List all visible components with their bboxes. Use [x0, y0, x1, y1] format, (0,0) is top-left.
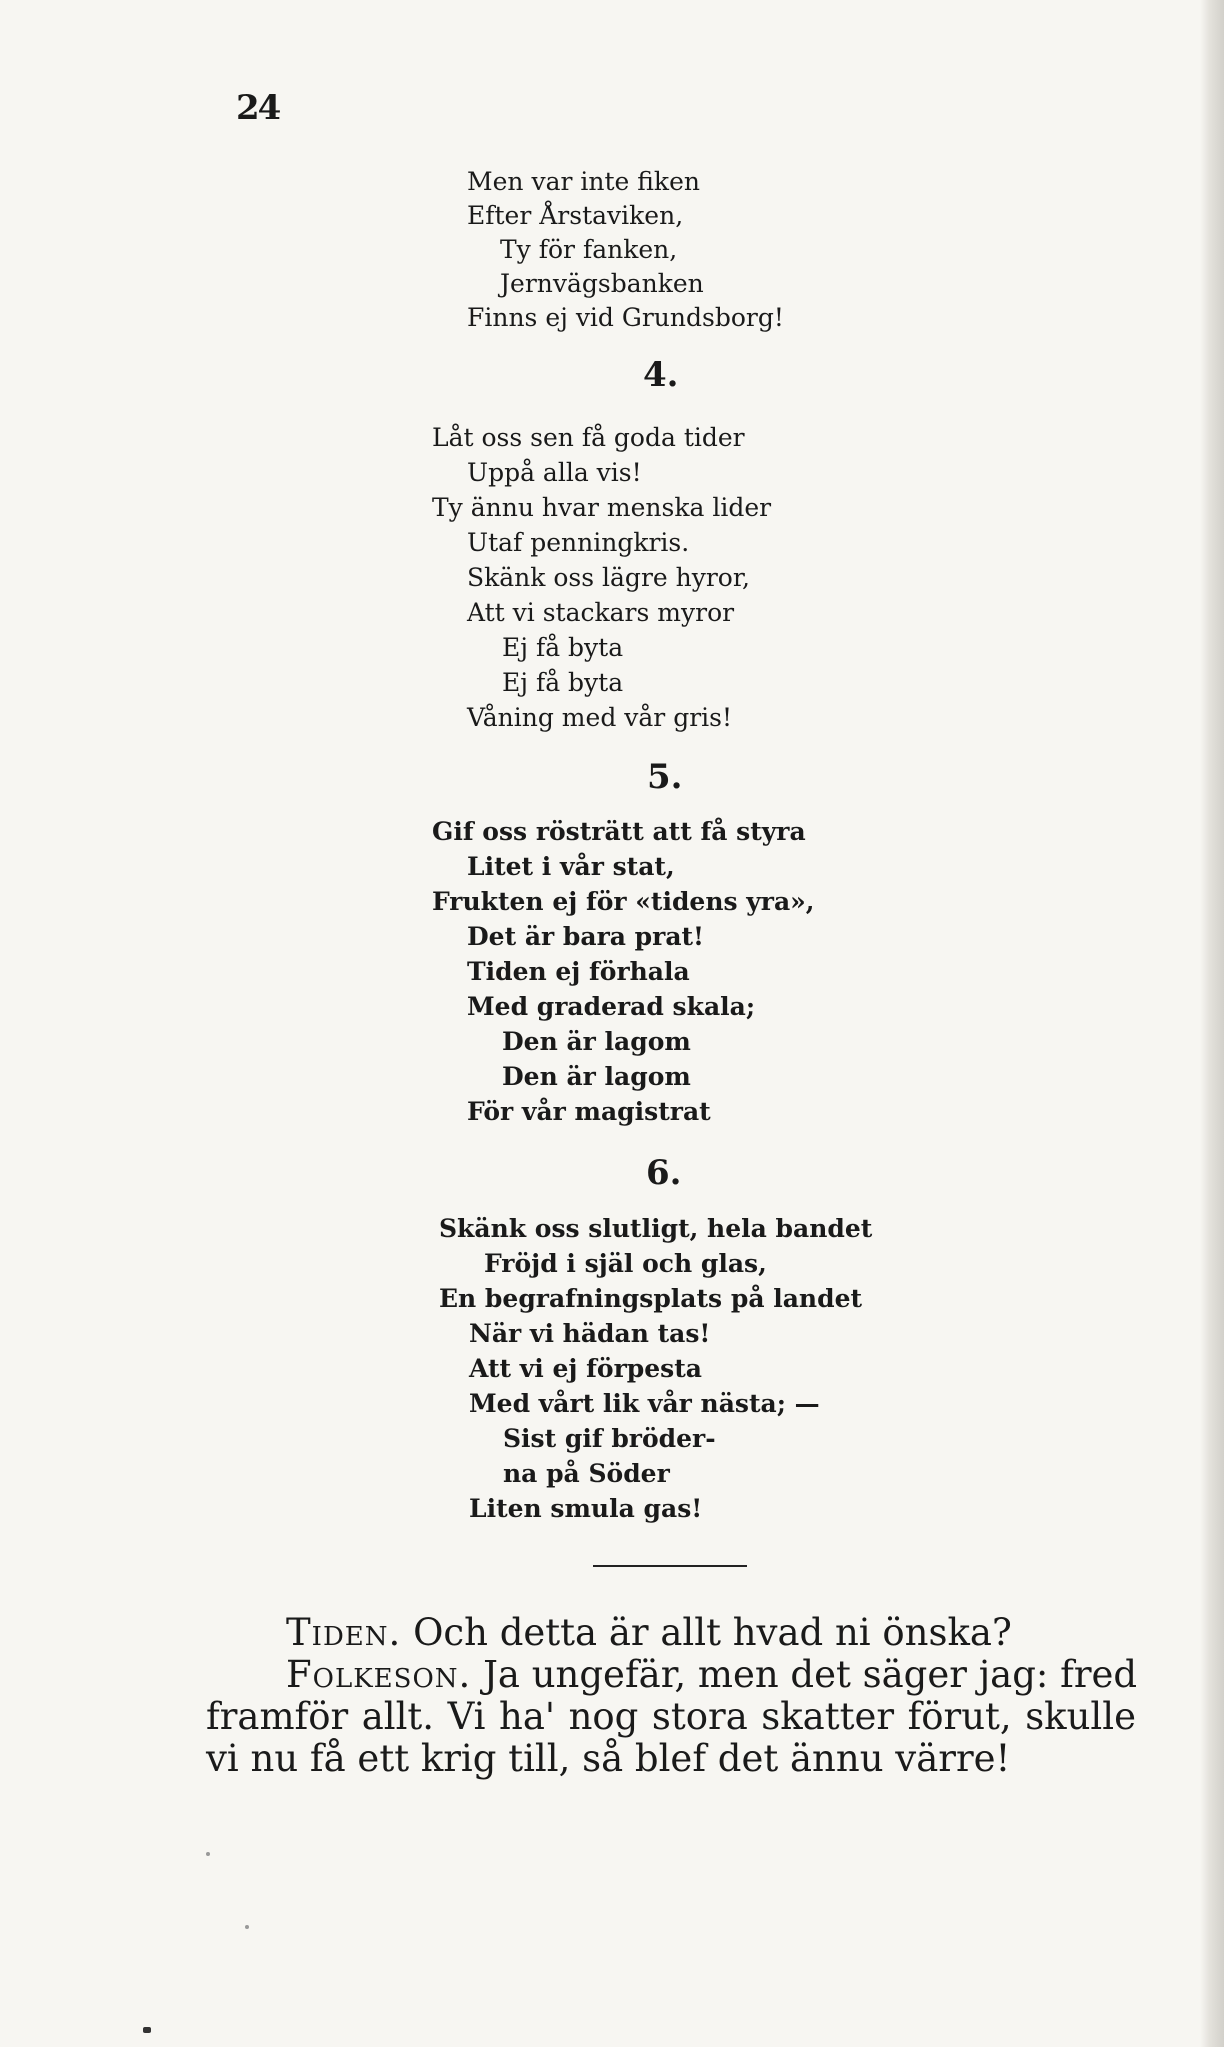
- verse-line: Den är lagom: [502, 1027, 691, 1056]
- verse-line: Tiden ej förhala: [467, 957, 690, 986]
- stanza-number: 4.: [643, 355, 679, 395]
- speech-text: Ja ungefär, men det säger jag: fred: [483, 1653, 1138, 1696]
- speech-text: Och detta är allt hvad ni önska?: [413, 1611, 1012, 1654]
- speaker-name: Tiden.: [286, 1611, 402, 1654]
- verse-line: Utaf penningkris.: [467, 528, 690, 557]
- speech-text: vi nu få ett krig till, så blef det ännu värre!: [206, 1737, 1011, 1780]
- verse-line: na på Söder: [503, 1459, 670, 1488]
- section-divider: [593, 1565, 747, 1567]
- verse-line: Ej få byta: [502, 633, 624, 662]
- verse-line: Gif oss rösträtt att få styra: [432, 817, 806, 846]
- verse-line: Att vi stackars myror: [467, 598, 735, 627]
- verse-line: Litet i vår stat,: [467, 852, 675, 881]
- scan-speck: [206, 1852, 210, 1856]
- scan-speck: [143, 2027, 151, 2033]
- verse-line: Låt oss sen få goda tider: [432, 423, 745, 452]
- verse-line: Att vi ej förpesta: [469, 1354, 702, 1383]
- verse-line: Men var inte fiken: [467, 167, 700, 196]
- verse-line: En begrafningsplats på landet: [439, 1284, 863, 1313]
- verse-line: Fröjd i själ och glas,: [484, 1249, 767, 1278]
- stanza-number: 6.: [646, 1153, 682, 1193]
- page-edge-shadow: [1200, 0, 1224, 2047]
- verse-line: Jernvägsbanken: [500, 269, 704, 298]
- verse-line: Med graderad skala;: [467, 992, 756, 1021]
- speaker-name: Folkeson.: [286, 1653, 472, 1696]
- verse-line: Den är lagom: [502, 1062, 691, 1091]
- verse-line: För vår magistrat: [467, 1097, 711, 1126]
- verse-line: Finns ej vid Grundsborg!: [467, 303, 784, 332]
- speech-text: framför allt. Vi ha' nog stora skatter förut, skulle: [206, 1695, 1136, 1738]
- verse-line: Skänk oss slutligt, hela bandet: [439, 1214, 873, 1243]
- verse-line: Skänk oss lägre hyror,: [467, 563, 751, 592]
- verse-line: Liten smula gas!: [469, 1494, 703, 1523]
- verse-line: Ty för fanken,: [500, 235, 678, 264]
- verse-line: Med vårt lik vår nästa; —: [469, 1389, 820, 1418]
- verse-line: Ej få byta: [502, 668, 624, 697]
- verse-line: Det är bara prat!: [467, 922, 705, 951]
- dialogue-block: [206, 1612, 1136, 1780]
- dialogue-line: [206, 1654, 1136, 1696]
- stanza-number: 5.: [647, 757, 683, 797]
- page-number: 24: [236, 88, 280, 128]
- verse-line: Frukten ej för «tidens yra»,: [432, 887, 815, 916]
- scan-speck: [245, 1925, 249, 1929]
- verse-line: Ty ännu hvar menska lider: [432, 493, 772, 522]
- dialogue-line: [206, 1612, 1136, 1654]
- verse-line: Sist gif bröder-: [503, 1424, 716, 1453]
- verse-line: Uppå alla vis!: [467, 458, 642, 487]
- verse-line: Efter Årstaviken,: [467, 201, 684, 230]
- verse-line: Våning med vår gris!: [467, 703, 733, 732]
- verse-line: När vi hädan tas!: [469, 1319, 711, 1348]
